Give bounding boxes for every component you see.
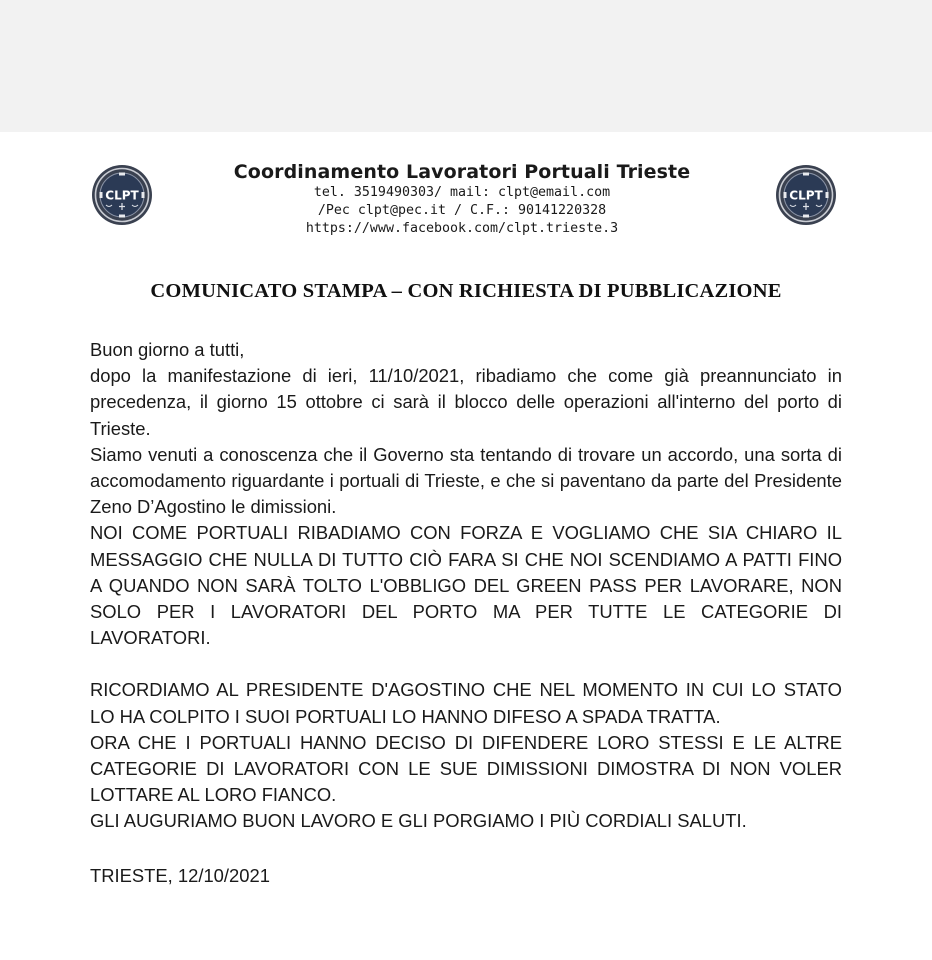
document-title: COMUNICATO STAMPA – CON RICHIESTA DI PUBBLICAZIONE <box>150 280 782 302</box>
paragraph-3: NOI COME PORTUALI RIBADIAMO CON FORZA E VOGLIAMO CHE SIA CHIARO IL MESSAGGIO CHE NULLA DI TUTTO CIÒ FARA SI CHE NOI SCENDIAMO A PATTI FINO A QUANDO NON SARÀ TOLTO L'OBBLIGO DEL GREEN PASS PER LAVORARE, NON SOLO PER I LAVORATORI DEL PORTO MA PER TUTTE LE CATEGORIE DI LAVORATORI. <box>90 522 842 649</box>
logo-text: CLPT <box>105 188 139 203</box>
clpt-emblem-icon <box>775 164 837 226</box>
document-body <box>90 337 842 889</box>
paragraph-spacer <box>90 835 842 863</box>
signature-place-date: TRIESTE, 12/10/2021 <box>90 864 270 886</box>
top-background-band <box>0 0 932 132</box>
clpt-emblem-icon <box>91 164 153 226</box>
greeting: Buon giorno a tutti, <box>90 339 245 360</box>
contact-line-pec-cf: /Pec clpt@pec.it / C.F.: 90141220328 <box>317 203 607 218</box>
paragraph-5: ORA CHE I PORTUALI HANNO DECISO DI DIFENDERE LORO STESSI E LE ALTRE CATEGORIE DI LAVORATORI CON LE SUE DIMISSIONI DIMOSTRA DI NON VOLER LOTTARE AL LORO FIANCO. <box>90 731 842 806</box>
contact-line-phone-mail: tel. 3519490303/ mail: clpt@email.com <box>313 185 611 200</box>
clpt-logo-right <box>775 164 837 226</box>
contact-line-facebook: https://www.facebook.com/clpt.trieste.3 <box>305 221 619 236</box>
paragraph-6: GLI AUGURIAMO BUON LAVORO E GLI PORGIAMO I PIÙ CORDIALI SALUTI. <box>90 810 747 832</box>
paragraph-4: RICORDIAMO AL PRESIDENTE D'AGOSTINO CHE NEL MOMENTO IN CUI LO STATO LO HA COLPITO I SUOI PORTUALI LO HANNO DIFESO A SPADA TRATTA. <box>90 679 842 727</box>
paragraph-1: dopo la manifestazione di ieri, 11/10/2021, ribadiamo che come già preannunciato in precedenza, il giorno 15 ottobre ci sarà il blocco delle operazioni all'interno del porto di Trieste. <box>90 365 842 439</box>
paragraph-spacer <box>90 651 842 677</box>
organization-name: Coordinamento Lavoratori Portuali Trieste <box>233 161 691 183</box>
paragraph-2: Siamo venuti a conoscenza che il Governo sta tentando di trovare un accordo, una sorta di accomodamento riguardante i portuali di Trieste, e che si paventano da parte del Presidente Zeno D’Agostino le dimissioni. <box>90 443 842 518</box>
clpt-logo-left <box>91 164 153 226</box>
logo-text: CLPT <box>789 188 823 203</box>
letterhead <box>160 160 764 238</box>
